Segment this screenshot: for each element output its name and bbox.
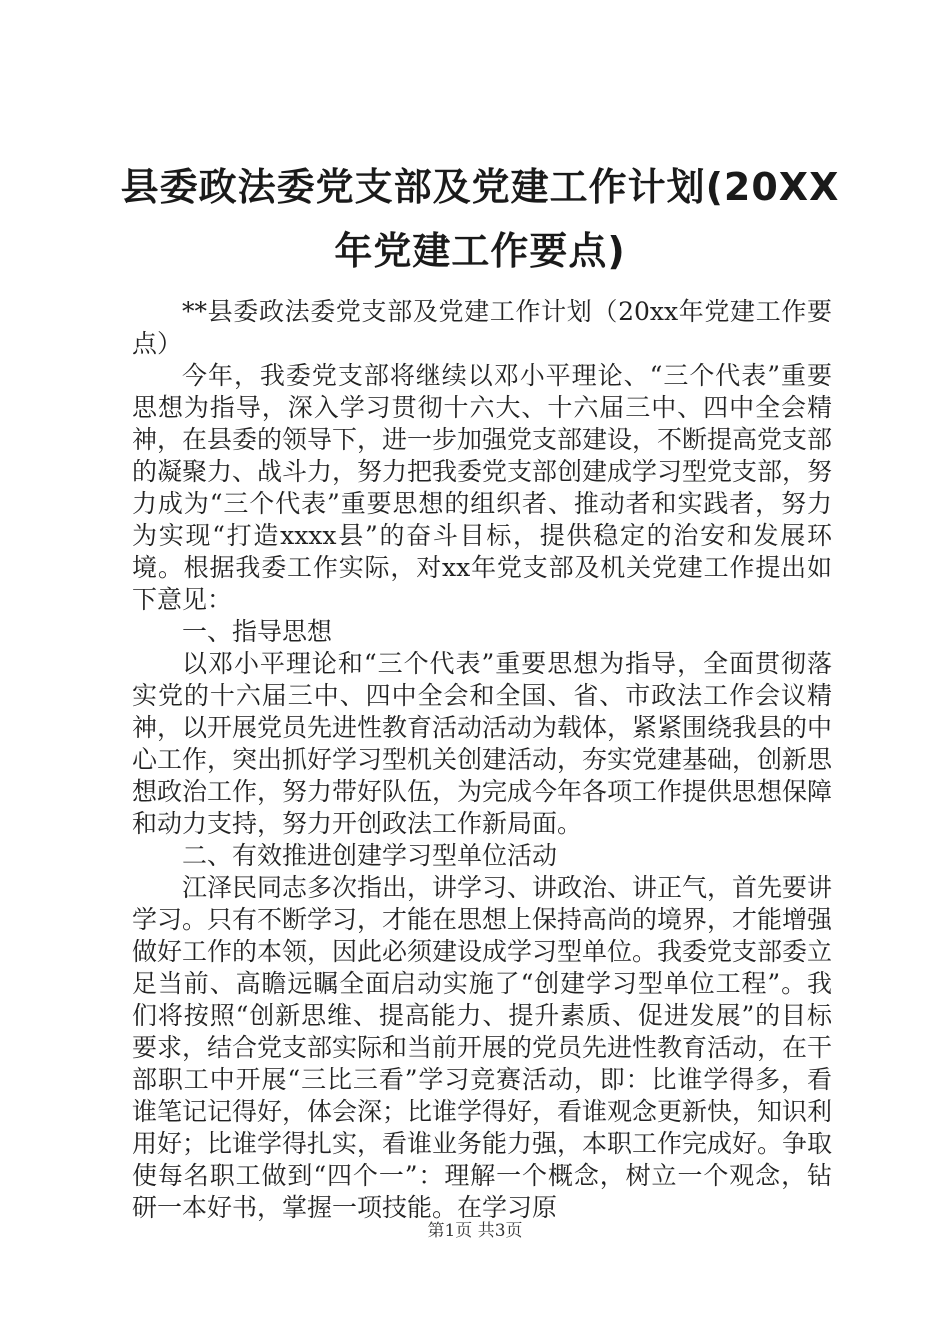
section-heading-learning-unit: 二、有效推进创建学习型单位活动	[182, 841, 558, 870]
document-body	[132, 296, 832, 1224]
learning-unit-paragraph: 江泽民同志多次指出，讲学习、讲政治、讲正气，首先要讲学习。只有不断学习，才能在思想上保持高尚的境界，才能增强做好工作的本领，因此必须建设成学习型单位。我委党支部委立足当前、高瞻远瞩全面启动实施了“创建学习型单位工程”。我们将按照“创新思维、提高能力、提升素质、促进发展”的目标要求，结合党支部实际和当前开展的党员先进性教育活动，在干部职工中开展“三比三看”学习竞赛活动，即：比谁学得多，看谁笔记记得好，体会深；比谁学得好，看谁观念更新快，知识利用好；比谁学得扎实，看谁业务能力强，本职工作完成好。争取使每名职工做到“四个一”：理解一个概念，树立一个观念，钻研一本好书，掌握一项技能。在学习原	[132, 873, 833, 1222]
guiding-ideology-paragraph: 以邓小平理论和“三个代表”重要思想为指导，全面贯彻落实党的十六届三中、四中全会和全国、省、市政法工作会议精神，以开展党员先进性教育活动活动为载体，紧紧围绕我县的中心工作，突出抓好学习型机关创建活动，夯实党建基础，创新思想政治工作，努力带好队伍，为完成今年各项工作提供思想保障和动力支持，努力开创政法工作新局面。	[132, 649, 833, 838]
subtitle-paragraph: **县委政法委党支部及党建工作计划（20xx年党建工作要点）	[132, 297, 832, 358]
page-footer: 第1页 共3页	[427, 1221, 523, 1241]
section-heading-guiding-ideology: 一、指导思想	[182, 617, 333, 646]
intro-paragraph: 今年，我委党支部将继续以邓小平理论、“三个代表”重要思想为指导，深入学习贯彻十六大、十六届三中、四中全会精神，在县委的领导下，进一步加强党支部建设，不断提高党支部的凝聚力、战斗力，努力把我委党支部创建成学习型党支部，努力成为“三个代表”重要思想的组织者、推动者和实践者，努力为实现“打造xxxx县”的奋斗目标，提供稳定的治安和发展环境。根据我委工作实际，对xx年党支部及机关党建工作提出如下意见：	[132, 361, 833, 614]
document-title: 县委政法委党支部及党建工作计划(20XX年党建工作要点)	[120, 165, 840, 273]
